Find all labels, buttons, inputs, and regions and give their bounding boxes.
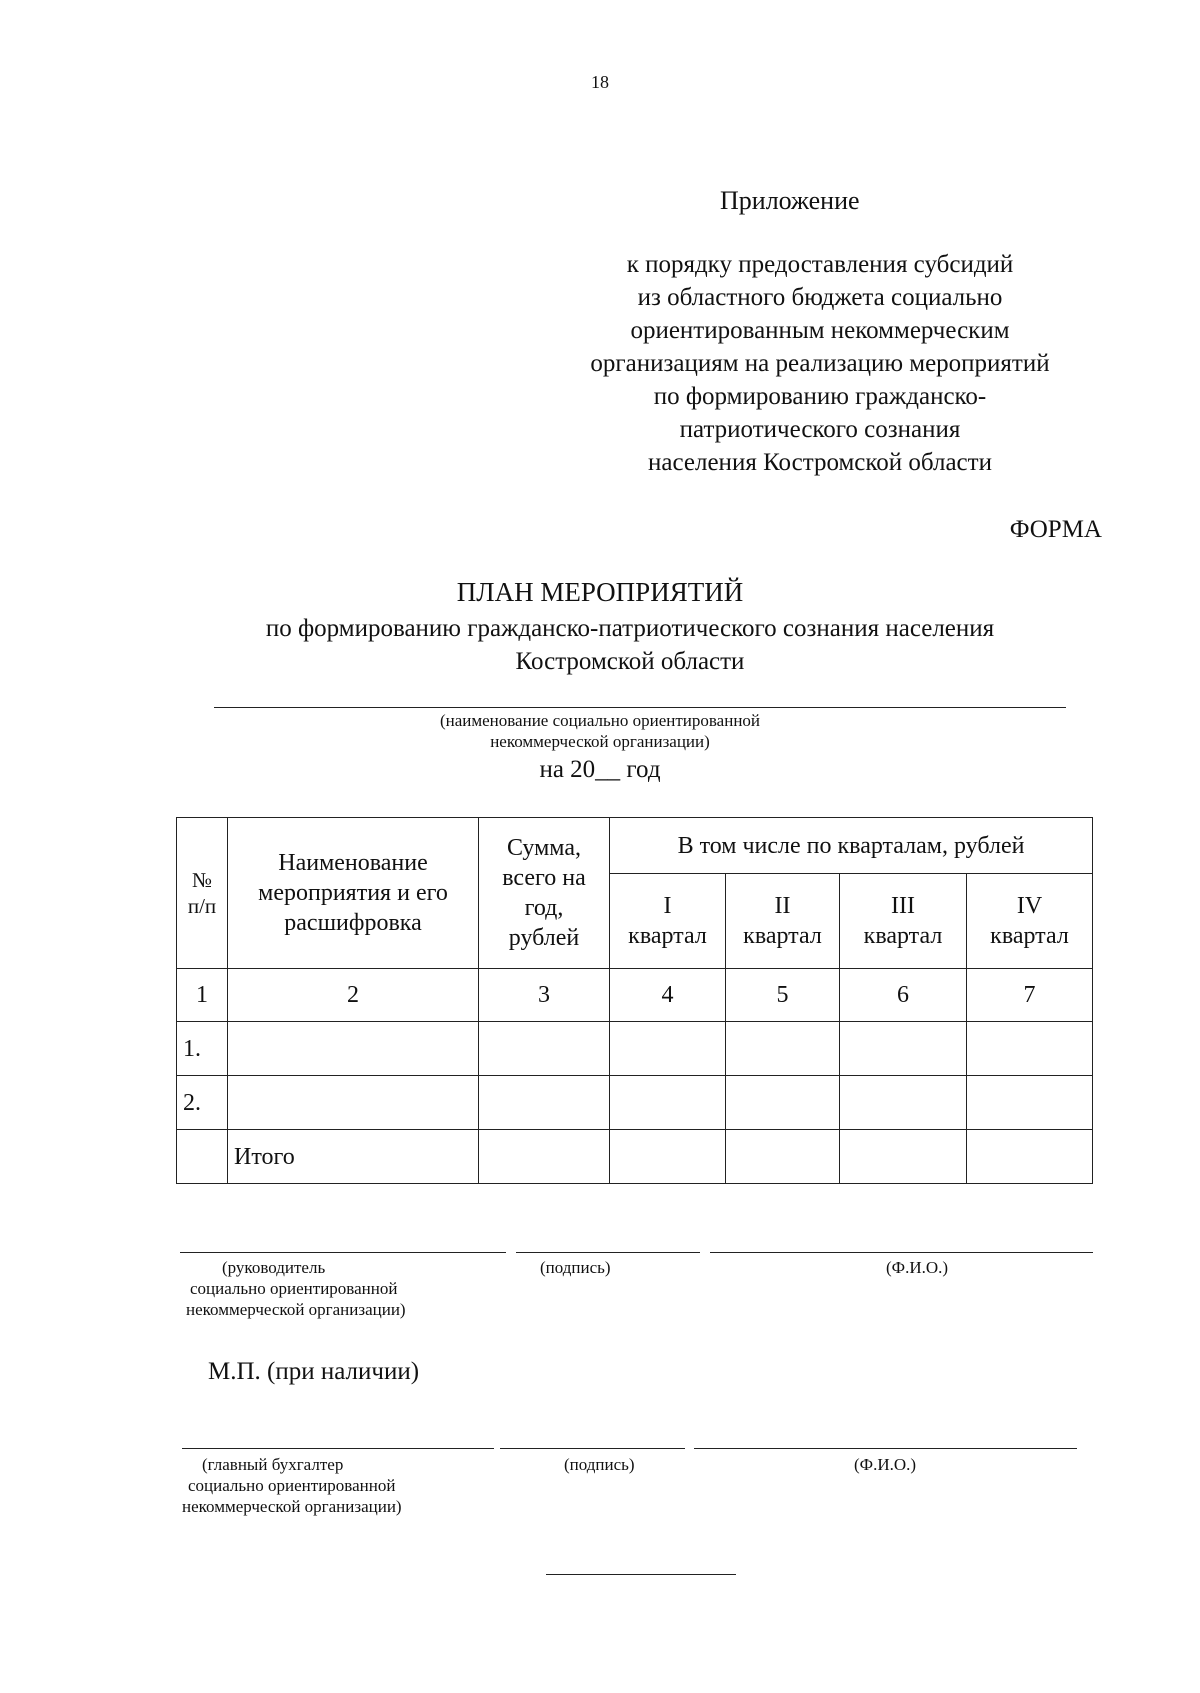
header-quarters-group: В том числе по кварталам, рублей bbox=[610, 818, 1093, 874]
appendix-text bbox=[540, 248, 1100, 479]
accountant-role-line bbox=[182, 1448, 494, 1449]
role-line: социально ориентированной bbox=[188, 1476, 396, 1495]
header-name-line: мероприятия и его bbox=[258, 880, 448, 906]
column-number: 2 bbox=[228, 969, 479, 1022]
row-cell[interactable] bbox=[967, 1130, 1093, 1184]
accountant-signature-caption: (подпись) bbox=[564, 1455, 635, 1474]
header-num-line: п/п bbox=[187, 894, 217, 918]
header-name bbox=[228, 818, 479, 969]
column-number-row bbox=[177, 969, 1093, 1022]
row-cell[interactable] bbox=[726, 1130, 840, 1184]
role-line: социально ориентированной bbox=[190, 1279, 398, 1298]
table-row-total bbox=[177, 1130, 1093, 1184]
appendix-line: по формированию гражданско- bbox=[653, 383, 987, 410]
appendix-line: организациям на реализацию мероприятий bbox=[590, 350, 1050, 377]
accountant-fio-caption: (Ф.И.О.) bbox=[854, 1455, 917, 1474]
row-cell[interactable] bbox=[726, 1076, 840, 1130]
header-quarter-2 bbox=[726, 874, 840, 969]
header-sum-line: рублей bbox=[508, 925, 580, 951]
row-cell[interactable] bbox=[479, 1022, 610, 1076]
row-cell[interactable] bbox=[967, 1076, 1093, 1130]
plan-title: ПЛАН МЕРОПРИЯТИЙ bbox=[456, 577, 744, 607]
quarter-word: квартал bbox=[743, 923, 822, 949]
role-line: некоммерческой организации) bbox=[182, 1497, 402, 1516]
head-fio-caption: (Ф.И.О.) bbox=[886, 1258, 949, 1277]
plan-subtitle bbox=[180, 612, 1080, 678]
appendix-line: к порядку предоставления субсидий bbox=[626, 251, 1014, 278]
appendix-line: патриотического сознания bbox=[679, 416, 961, 443]
head-role-caption bbox=[186, 1257, 406, 1320]
head-signature-line bbox=[516, 1252, 700, 1253]
appendix-line: ориентированным некоммерческим bbox=[630, 317, 1010, 344]
header-sum-line: год, bbox=[524, 895, 564, 921]
org-name-caption bbox=[0, 710, 1200, 752]
role-line: (главный бухгалтер bbox=[202, 1455, 344, 1474]
row-cell[interactable] bbox=[479, 1130, 610, 1184]
role-line: (руководитель bbox=[222, 1258, 326, 1277]
header-name-line: расшифровка bbox=[284, 910, 422, 936]
row-cell[interactable] bbox=[840, 1130, 967, 1184]
header-quarter-1 bbox=[610, 874, 726, 969]
row-cell[interactable] bbox=[967, 1022, 1093, 1076]
row-cell[interactable] bbox=[840, 1076, 967, 1130]
header-num bbox=[177, 818, 228, 969]
quarter-numeral: II bbox=[774, 893, 791, 919]
column-number: 4 bbox=[610, 969, 726, 1022]
header-name-line: Наименование bbox=[278, 850, 428, 876]
row-num: 1. bbox=[177, 1022, 228, 1076]
row-cell[interactable] bbox=[479, 1076, 610, 1130]
accountant-fio-line bbox=[694, 1448, 1077, 1449]
row-cell[interactable] bbox=[840, 1022, 967, 1076]
appendix-title: Приложение bbox=[720, 186, 860, 215]
head-signature-caption: (подпись) bbox=[540, 1258, 611, 1277]
header-sum-line: всего на bbox=[502, 865, 586, 891]
column-number: 3 bbox=[479, 969, 610, 1022]
accountant-role-caption bbox=[182, 1454, 402, 1517]
row-cell[interactable] bbox=[610, 1022, 726, 1076]
quarter-word: квартал bbox=[628, 923, 707, 949]
quarter-numeral: I bbox=[663, 893, 672, 919]
quarter-word: квартал bbox=[863, 923, 943, 949]
column-number: 7 bbox=[967, 969, 1093, 1022]
header-quarter-4 bbox=[967, 874, 1093, 969]
year-line: на 20__ год bbox=[539, 756, 661, 783]
quarter-numeral: III bbox=[891, 893, 915, 919]
org-name-line bbox=[214, 707, 1066, 708]
row-cell[interactable] bbox=[610, 1076, 726, 1130]
role-line: некоммерческой организации) bbox=[186, 1300, 406, 1319]
head-role-line bbox=[180, 1252, 506, 1253]
accountant-signature-line bbox=[500, 1448, 685, 1449]
plan-subtitle-line: Костромской области bbox=[515, 648, 745, 675]
plan-table bbox=[176, 817, 1093, 1184]
stamp-label: М.П. (при наличии) bbox=[208, 1358, 420, 1385]
org-caption-line: (наименование социально ориентированной bbox=[439, 711, 761, 730]
row-name: Итого bbox=[228, 1130, 479, 1184]
table-row bbox=[177, 1022, 1093, 1076]
plan-subtitle-line: по формированию гражданско-патриотического сознания населения bbox=[265, 615, 995, 642]
table-row bbox=[177, 1076, 1093, 1130]
column-number: 5 bbox=[726, 969, 840, 1022]
row-cell[interactable] bbox=[610, 1130, 726, 1184]
header-sum-line: Сумма, bbox=[507, 835, 581, 861]
quarter-numeral: IV bbox=[1016, 893, 1043, 919]
header-quarter-3 bbox=[840, 874, 967, 969]
appendix-line: населения Костромской области bbox=[648, 449, 992, 476]
row-cell[interactable] bbox=[726, 1022, 840, 1076]
column-number: 6 bbox=[840, 969, 967, 1022]
header-sum bbox=[479, 818, 610, 969]
form-label: ФОРМА bbox=[1009, 516, 1102, 543]
appendix-line: из областного бюджета социально bbox=[637, 284, 1003, 311]
org-caption-line: некоммерческой организации) bbox=[490, 732, 710, 751]
row-num bbox=[177, 1130, 228, 1184]
page-number: 18 bbox=[591, 72, 609, 92]
row-name[interactable] bbox=[228, 1076, 479, 1130]
head-fio-line bbox=[710, 1252, 1093, 1253]
end-separator-line bbox=[546, 1574, 736, 1575]
quarter-word: квартал bbox=[990, 923, 1069, 949]
row-name[interactable] bbox=[228, 1022, 479, 1076]
header-num-line: № bbox=[191, 868, 213, 892]
column-number: 1 bbox=[177, 969, 228, 1022]
row-num: 2. bbox=[177, 1076, 228, 1130]
